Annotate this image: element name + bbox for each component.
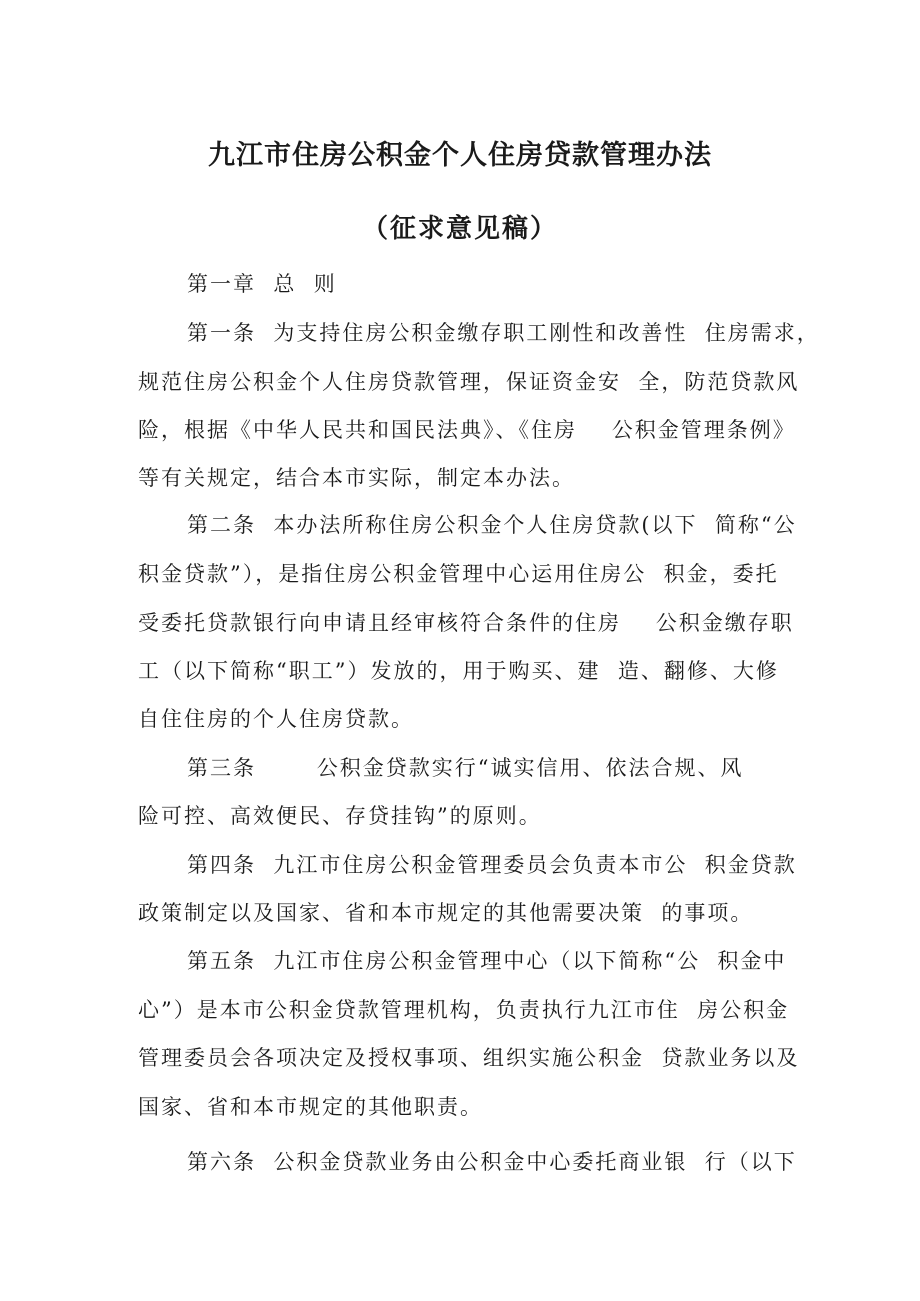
article-5-line-2: 心”）是本市公积金贷款管理机构，负责执行九江市住 房公积金 (138, 998, 790, 1022)
article-3-line-2: 险可控、高效便民、存贷挂钩”的原则。 (138, 804, 542, 828)
chapter-heading: 第一章 总 则 (187, 272, 337, 296)
article-5-line-1: 第五条 九江市住房公积金管理中心（以下简称“公 积金中 (187, 949, 787, 973)
article-2-line-4: 工（以下简称“职工”）发放的，用于购买、建 造、翻修、大修 (138, 659, 779, 683)
article-2-line-3: 受委托贷款银行向申请且经审核符合条件的住房 公积金缴存职 (138, 611, 794, 635)
article-5-line-4: 国家、省和本市规定的其他职责。 (138, 1095, 483, 1119)
document-title: 九江市住房公积金个人住房贷款管理办法 (208, 140, 712, 171)
article-4-line-2: 政策制定以及国家、省和本市规定的其他需要决策 的事项。 (138, 901, 754, 925)
article-6-line-1: 第六条 公积金贷款业务由公积金中心委托商业银 行（以下 (187, 1150, 797, 1174)
article-1-line-4: 等有关规定，结合本市实际，制定本办法。 (138, 466, 575, 490)
article-1-line-3: 险，根据《中华人民共和国民法典》、《住房 公积金管理条例》 (138, 418, 796, 442)
article-1-line-2: 规范住房公积金个人住房贷款管理，保证资金安 全，防范贷款风 (138, 370, 800, 394)
article-2-line-1: 第二条 本办法所称住房公积金个人住房贷款(以下 简称“公 (187, 513, 797, 537)
article-2-line-2: 积金贷款”），是指住房公积金管理中心运用住房公 积金，委托 (138, 562, 779, 586)
article-4-line-1: 第四条 九江市住房公积金管理委员会负责本市公 积金贷款 (187, 853, 797, 877)
article-5-line-3: 管理委员会各项决定及授权事项、组织实施公积金 贷款业务以及 (138, 1046, 800, 1070)
article-1-line-1: 第一条 为支持住房公积金缴存职工刚性和改善性 住房需求， (187, 321, 820, 345)
article-2-line-5: 自住住房的个人住房贷款。 (138, 707, 414, 731)
article-3-line-1: 第三条 公积金贷款实行“诚实信用、依法合规、风 (187, 756, 744, 780)
document-subtitle: （征求意见稿） (361, 214, 558, 244)
